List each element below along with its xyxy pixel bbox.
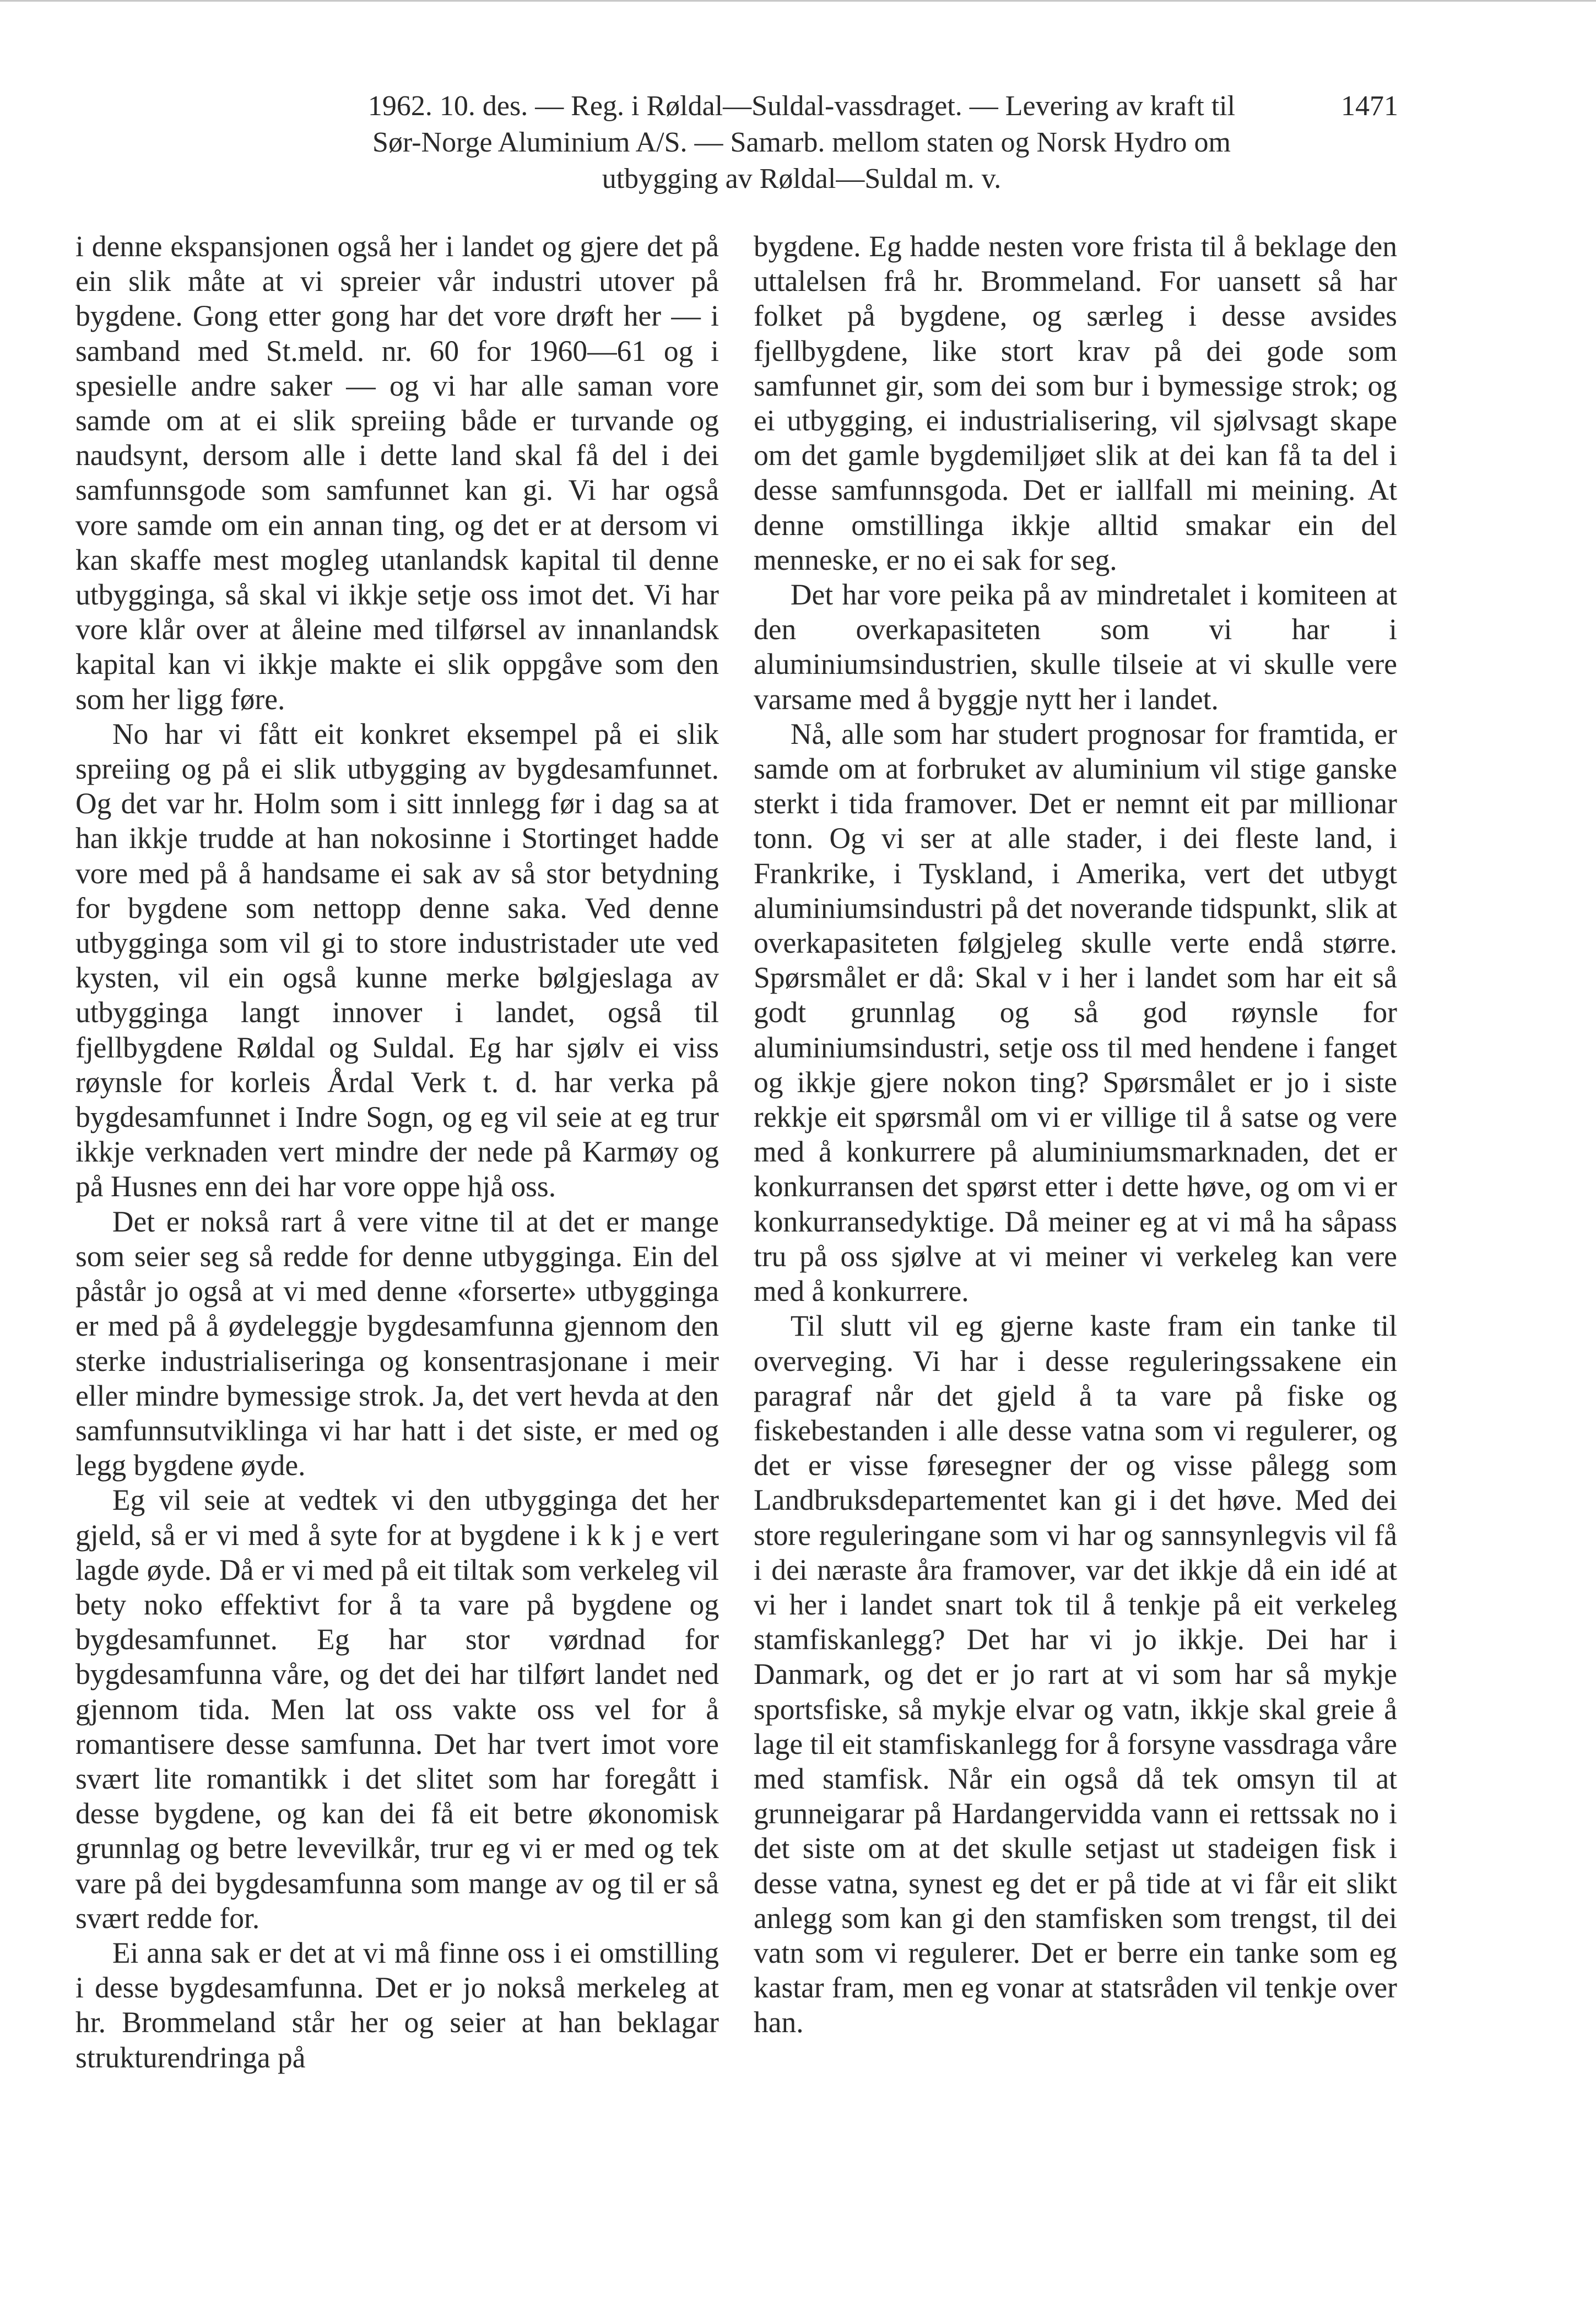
right-column — [754, 229, 1397, 2040]
paragraph: Det er nokså rart å vere vitne til at det er mange som seier seg så redde for denne utbygginga. Ein del påstår jo også at vi med denne «forserte» utbygginga er med på å øydeleggje bygdesamfunna gjennom den sterke industrialiseringa og konsentrasjonane i meir eller mindre bymessige strok. Ja, det vert hevda at den samfunnsutviklinga vi har hatt i det siste, er med og legg bygdene øyde. — [75, 1205, 719, 1482]
left-column — [75, 229, 719, 2075]
header-line-3: utbygging av Røldal—Suldal m. v. — [602, 163, 1002, 195]
paragraph: Nå, alle som har studert prognosar for framtida, er samde om at forbruket av aluminium vil stige ganske sterkt i tida framover. Det er nemnt eit par millionar tonn. Og vi ser at alle stader, i dei fleste land, i Frankrike, i Tyskland, i Amerika, vert det utbygt aluminiumsindustri på det noverande tidspunkt, slik at overkapasiteten følgjeleg skulle verte endå større. Spørsmålet er då: Skal v i her i landet som har eit så godt grunnlag og så god røynsle for aluminiumsindustri, setje oss til med hendene i fanget og ikkje gjere nokon ting? Spørsmålet er jo i siste rekkje eit spørsmål om vi er villige til å satse og vere med å konkurrere på aluminiumsmarknaden, det er konkurransen det spørst etter i dette høve, og om vi er konkurransedyktige. Då meiner eg at vi må ha såpass tru på oss sjølve at vi meiner vi verkeleg kan vere med å konkurrere. — [754, 717, 1397, 1308]
running-header — [209, 88, 1394, 197]
paragraph: No har vi fått eit konkret eksempel på ei slik spreiing og på ei slik utbygging av bygdesamfunnet. Og det var hr. Holm som i sitt innlegg før i dag sa at han ikkje trudde at han nokosinne i Stortinget hadde vore med på å handsame ei sak av så stor betydning for bygdene som nettopp denne saka. Ved denne utbygginga som vil gi to store industristader ute ved kysten, vil ein også kunne merke bølgjeslaga av utbygginga langt innover i landet, også til fjellbygdene Røldal og Suldal. Eg har sjølv ei viss røynsle for korleis Årdal Verk t. d. har verka på bygdesamfunnet i Indre Sogn, og eg vil seie at eg trur ikkje verknaden vert mindre der nede på Karmøy og på Husnes enn dei har vore oppe hjå oss. — [75, 717, 719, 1203]
paragraph: Til slutt vil eg gjerne kaste fram ein tanke til overveging. Vi har i desse reguleringssakene ein paragraf når det gjeld å ta vare på fiske og fiskebestanden i alle desse vatna som vi regulerer, og det er visse føresegner der og visse pålegg som Landbruksdepartementet kan gi i det høve. Med dei store reguleringane som vi har og sannsynlegvis vil få i dei næraste åra framover, var det ikkje då ein idé at vi her i landet snart tok til å tenkje på eit verkeleg stamfiskanlegg? Det har vi jo ikkje. Dei har i Danmark, og det er jo rart at vi som har så mykje sportsfiske, så mykje elvar og vatn, ikkje skal greie å lage til eit stamfiskanlegg for å forsyne vassdraga våre med stamfisk. Når ein også då tek omsyn til at grunneigarar på Hardangervidda vann ei rettssak no i det siste om at det skulle setjast ut stadeigen fisk i desse vatna, synest eg det er på tide at vi får eit slikt anlegg som kan gi den stamfisken som trengst, til dei vatn som vi regulerer. Det er berre ein tanke som eg kastar fram, men eg vonar at statsråden vil tenkje over han. — [754, 1309, 1397, 2039]
paragraph: i denne ekspansjonen også her i landet og gjere det på ein slik måte at vi spreier vår industri utover på bygdene. Gong etter gong har det vore drøft her — i samband med St.meld. nr. 60 for 1960—61 og i spesielle andre saker — og vi har alle saman vore samde om at ei slik spreiing både er turvande og naudsynt, dersom alle i dette land skal få del i dei samfunnsgode som samfunnet kan gi. Vi har også vore samde om ein annan ting, og det er at dersom vi kan skaffe mest mogleg utanlandsk kapital til denne utbygginga, så skal vi ikkje setje oss imot det. Vi har vore klår over at åleine med tilførsel av innanlandsk kapital kan vi ikkje makte ei slik oppgåve som den som her ligg føre. — [75, 230, 719, 716]
top-rule — [0, 0, 1596, 2]
paragraph: bygdene. Eg hadde nesten vore frista til å beklage den uttalelsen frå hr. Brommeland. For uansett så har folket på bygdene, og særleg i desse avsides fjellbygdene, like stort krav på dei gode som samfunnet gir, som dei som bur i bymessige strok; og ei utbygging, ei industrialisering, vil sjølvsagt skape om det gamle bygdemiljøet slik at dei kan få ta del i desse samfunnsgoda. Det er iallfall mi meining. At denne omstillinga ikkje alltid smakar ein del menneske, er no ei sak for seg. — [754, 230, 1397, 576]
page-number: 1471 — [1341, 90, 1398, 122]
paragraph: Det har vore peika på av mindretalet i komiteen at den overkapasiteten som vi har i aluminiumsindustrien, skulle tilseie at vi skulle vere varsame med å byggje nytt her i landet. — [754, 578, 1397, 716]
header-line-1: 1962. 10. des. — Reg. i Røldal—Suldal-vassdraget. — Levering av kraft til — [367, 90, 1236, 122]
header-line-2: Sør-Norge Aluminium A/S. — Samarb. mellom staten og Norsk Hydro om — [372, 127, 1231, 158]
paragraph: Eg vil seie at vedtek vi den utbygginga det her gjeld, så er vi med å syte for at bygdene i k k j e vert lagde øyde. Då er vi med på eit tiltak som verkeleg vil bety noko effektivt for å ta vare på bygdene og bygdesamfunnet. Eg har stor vørdnad for bygdesamfunna våre, og det dei har tilført landet ned gjennom tida. Men lat oss vakte oss vel for å romantisere desse samfunna. Det har tvert imot vore svært lite romantikk i det slitet som har foregått i desse bygdene, og kan dei få eit betre økonomisk grunnlag og betre levevilkår, trur eg vi er med og tek vare på dei bygdesamfunna som mange av og til er så svært redde for. — [75, 1483, 719, 1935]
paragraph: Ei anna sak er det at vi må finne oss i ei omstilling i desse bygdesamfunna. Det er jo nokså merkeleg at hr. Brommeland står her og seier at han beklagar strukturendringa på — [75, 1936, 719, 2074]
